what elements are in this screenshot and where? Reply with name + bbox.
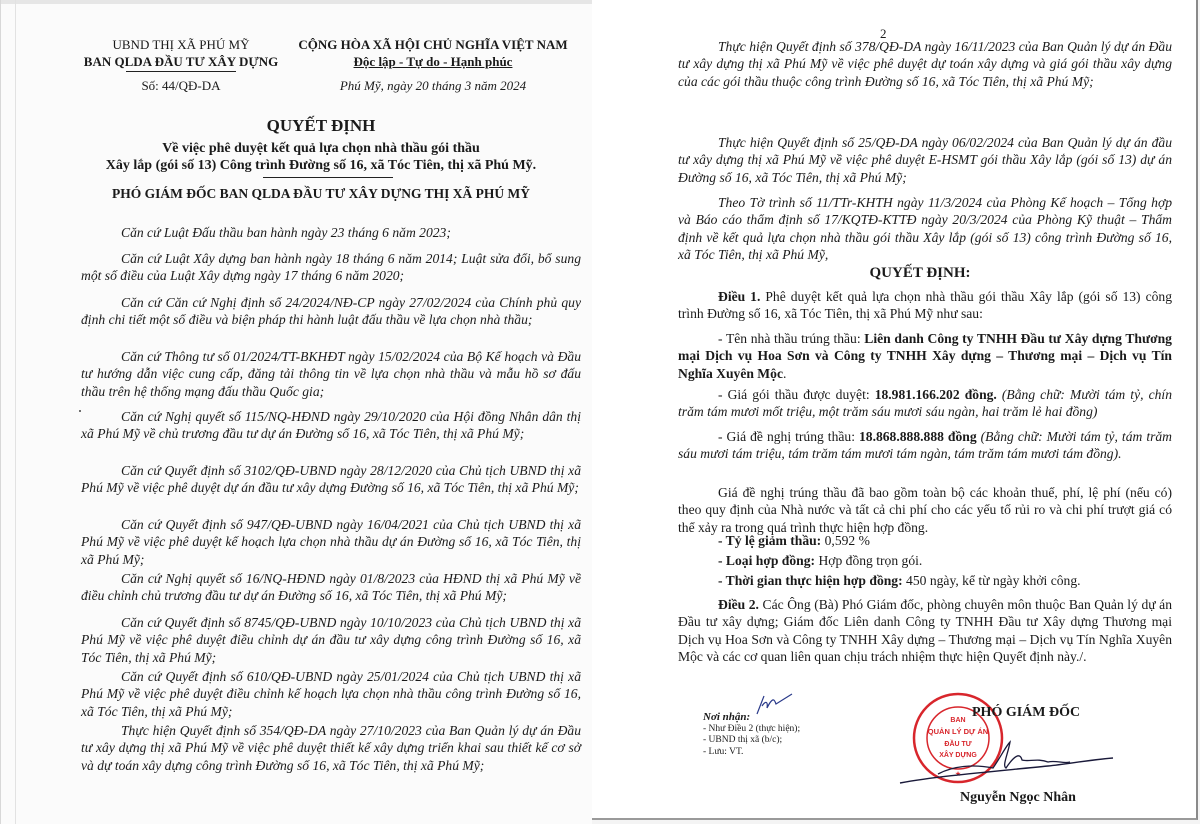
contract-type-value: Hợp đồng trọn gói.	[815, 553, 923, 568]
bid-price-label: - Giá đề nghị trúng thầu:	[718, 429, 859, 444]
page-edge-line	[15, 0, 16, 824]
article-1	[678, 288, 1172, 323]
legal-basis-paragraph: Căn cứ Luật Xây dựng ban hành ngày 18 tháng 6 năm 2014; Luật sửa đổi, bổ sung một số điều của Luật Xây dựng ngày 17 tháng 6 năm 2020;	[81, 251, 581, 284]
recipient-item: - UBND thị xã (b/c);	[703, 735, 783, 745]
national-motto: Độc lập - Tự do - Hạnh phúc	[353, 54, 513, 69]
issuing-organization	[71, 36, 291, 72]
duration-value: 450 ngày, kể từ ngày khởi công.	[902, 573, 1081, 588]
legal-basis-paragraph: Căn cứ Nghị quyết số 16/NQ-HĐND ngày 01/8/2023 của HĐND thị xã Phú Mỹ về điều chỉnh chủ trương đầu tư dự án Đường số 16, xã Tóc Tiên, thị xã Phú Mỹ;	[81, 571, 581, 604]
org-parent: UBND THỊ XÃ PHÚ MỸ	[112, 37, 250, 52]
approved-package-price	[678, 386, 1172, 421]
legal-basis-paragraph: Căn cứ Luật Đấu thầu ban hành ngày 23 tháng 6 năm 2023;	[121, 225, 451, 240]
legal-basis-paragraph: Thực hiện Quyết định số 354/QĐ-DA ngày 27/10/2023 của Ban Quản lý dự án Đầu tư xây dựng thị xã Phú Mỹ về việc phê duyệt thiết kế xây dựng triển khai sau thiết kế cơ sở và dự toán xây dựng công trình Đường số 16, xã Tóc Tiên, thị xã Phú Mỹ;	[81, 723, 581, 773]
page-number: 2	[880, 26, 887, 41]
winning-bidder: - Tên nhà thầu trúng thầu: Liên danh Công ty TNHH Đầu tư Xây dựng Thương mại Dịch vụ Hoa Sơn và Công ty TNHH Xây dựng – Thương mại – Dịch vụ Tín Nghĩa Xuyên Mộc.	[678, 331, 1172, 381]
initials-mark-icon	[754, 692, 794, 716]
price-note: Giá đề nghị trúng thầu đã bao gồm toàn bộ các khoản thuế, phí, lệ phí (nếu có) theo quy định của Nhà nước và tất cả chi phí cho các yếu tố rủi ro và chi phí trượt giá có thể xảy ra trong quá trình thực hiện hợp đồng.	[678, 485, 1172, 535]
contract-type-label: - Loại hợp đồng:	[718, 553, 816, 568]
handwritten-signature-icon	[898, 738, 1118, 788]
recipients-block	[703, 712, 800, 758]
subject-line-2: Xây lắp (gói số 13) Công trình Đường số 16, xã Tóc Tiên, thị xã Phú Mỹ.	[105, 158, 537, 173]
proposal-paragraph: Theo Tờ trình số 11/TTr-KHTH ngày 11/3/2024 của Phòng Kế hoạch – Tổng hợp và Báo cáo thẩm định số 17/KQTĐ-KTTĐ ngày 20/3/2024 của Phòng Kỹ thuật – Thẩm định về kết quả lựa chọn nhà thầu gói thầu Xây lắp (gói số 13) công trình Đường số 16, xã Tóc Tiên, thị xã Phú Mỹ,	[678, 195, 1172, 263]
document-page-1	[0, 0, 592, 824]
approved-price-words: (Bằng chữ: Mười tám tỷ, chín trăm tám mươi mốt triệu, một trăm sáu mươi sáu ngàn, hai trăm lẻ hai đồng)	[678, 387, 1172, 420]
duration-label: - Thời gian thực hiện hợp đồng:	[718, 573, 903, 588]
issuing-authority: PHÓ GIÁM ĐỐC BAN QLDA ĐẦU TƯ XÂY DỰNG THỊ XÃ PHÚ MỸ	[112, 186, 530, 201]
svg-text:ĐẦU TƯ: ĐẦU TƯ	[944, 741, 972, 748]
bid-price-value: 18.868.888.888 đồng	[858, 429, 977, 444]
winning-bid-price	[678, 428, 1172, 463]
contract-duration	[678, 572, 1172, 589]
contract-type	[678, 552, 1172, 569]
recipient-item: - Lưu: VT.	[703, 746, 744, 757]
subject-line-1: Về việc phê duyệt kết quả lựa chọn nhà thầu gói thầu	[162, 141, 480, 156]
article-2	[678, 596, 1172, 666]
legal-basis-paragraph: Căn cứ Quyết định số 3102/QĐ-UBND ngày 28/12/2020 của Chủ tịch UBND thị xã Phú Mỹ về việc phê duyệt dự án đầu tư xây dựng Đường số 16, xã Tóc Tiên, thị xã Phú Mỹ;	[81, 463, 581, 496]
article-1-text: Phê duyệt kết quả lựa chọn nhà thầu gói thầu Xây lắp (gói số 13) công trình Đường số 16, xã Tóc Tiên, thị xã Phú Mỹ như sau:	[678, 289, 1172, 322]
article-1-label: Điều 1.	[718, 289, 761, 304]
implementation-paragraph: Thực hiện Quyết định số 378/QĐ-DA ngày 16/11/2023 của Ban Quản lý dự án Đầu tư xây dựng thị xã Phú Mỹ về việc phê duyệt dự toán xây dựng và giá gói thầu xây dựng của các gói thầu thuộc công trình Đường số 16, xã Tóc Tiên, thị xã Phú Mỹ;	[678, 39, 1172, 89]
org-underline	[126, 71, 236, 72]
legal-basis-paragraph: Căn cứ Quyết định số 947/QĐ-UBND ngày 16/04/2021 của Chủ tịch UBND thị xã Phú Mỹ về việc phê duyệt kế hoạch lựa chọn nhà thầu dự án Đường số 16, xã Tóc Tiên, thị xã Phú Mỹ;	[81, 517, 581, 567]
svg-text:★: ★	[954, 771, 962, 778]
discount-label: - Tỷ lệ giảm thầu:	[718, 533, 822, 548]
org-name: BAN QLDA ĐẦU TƯ XÂY DỰNG	[83, 54, 279, 69]
signatory-title: PHÓ GIÁM ĐỐC	[972, 705, 1081, 720]
recipient-item: - Như Điều 2 (thực hiện);	[703, 723, 801, 734]
legal-basis-paragraph: Căn cứ Nghị quyết số 115/NQ-HĐND ngày 29/10/2020 của Hội đồng Nhân dân thị xã Phú Mỹ về chủ trương đầu tư dự án Đường số 16, xã Tóc Tiên, thị xã Phú Mỹ;	[81, 409, 581, 442]
approved-price-value: 18.981.166.202 đồng.	[874, 387, 997, 402]
document-subject	[61, 140, 581, 174]
decision-heading: QUYẾT ĐỊNH:	[869, 265, 971, 281]
legal-basis-paragraph: Căn cứ Căn cứ Nghị định số 24/2024/NĐ-CP ngày 27/02/2024 của Chính phủ quy định chi tiết một số điều và biện pháp thi hành luật đấu thầu về lựa chọn nhà thầu;	[81, 295, 581, 328]
legal-basis-paragraph: Căn cứ Quyết định số 610/QĐ-UBND ngày 25/01/2024 của Chủ tịch UBND thị xã Phú Mỹ về việc phê duyệt điều chỉnh kế hoạch lựa chọn nhà thầu công trình Đường số 16, xã Tóc Tiên, thị xã Phú Mỹ;	[81, 669, 581, 719]
approved-price-label: - Giá gói thầu được duyệt:	[718, 387, 875, 402]
nation-name: CỘNG HÒA XÃ HỘI CHỦ NGHĨA VIỆT NAM	[298, 37, 568, 52]
svg-text:XÂY DỰNG: XÂY DỰNG	[939, 752, 977, 759]
discount-value: 0,592 %	[821, 533, 870, 548]
recipients-title: Nơi nhận:	[703, 711, 751, 723]
place-date: Phú Mỹ, ngày 20 tháng 3 năm 2024	[339, 78, 527, 93]
implementation-paragraph: Thực hiện Quyết định số 25/QĐ-DA ngày 06/02/2024 của Ban Quản lý dự án đầu tư xây dựng thị xã Phú Mỹ về việc phê duyệt E-HSMT gói thầu Xây lắp (gói số 13) dự án Đường số 16, xã Tóc Tiên, thị xã Phú Mỹ;	[678, 135, 1172, 185]
svg-text:BAN: BAN	[950, 717, 966, 724]
signatory-name: Nguyễn Ngọc Nhân	[960, 790, 1076, 805]
article-2-text: Các Ông (Bà) Phó Giám đốc, phòng chuyên môn thuộc Ban Quản lý dự án Đầu tư xây dựng; Giám đốc Liên danh Công ty TNHH Đầu tư Xây dựng Thương mại Dịch vụ Hoa Sơn và Công ty TNHH Xây dựng – Thương mại – Dịch vụ Tín Nghĩa Xuyên Mộc và các cơ quan liên quan chịu trách nhiệm thực hiện Quyết định này./.	[678, 597, 1173, 665]
winner-label: - Tên nhà thầu trúng thầu:	[718, 331, 865, 346]
document-title: QUYẾT ĐỊNH	[266, 116, 376, 135]
svg-text:QUẢN LÝ DỰ ÁN: QUẢN LÝ DỰ ÁN	[927, 727, 989, 736]
article-2-label: Điều 2.	[718, 597, 759, 612]
discount-rate	[678, 532, 1172, 549]
winner-name: Liên danh Công ty TNHH Đầu tư Xây dựng Thương mại Dịch vụ Hoa Sơn và Công ty TNHH Xây dựng – Thương mại – Dịch vụ Tín Nghĩa Xuyên Mộc	[678, 331, 1172, 381]
bid-price-words: (Bằng chữ: Mười tám tỷ, tám trăm sáu mươi tám triệu, tám trăm tám mươi tám ngàn, tám trăm tám mươi tám đồng).	[678, 429, 1172, 462]
national-header	[283, 36, 583, 70]
legal-basis-paragraph: Căn cứ Thông tư số 01/2024/TT-BKHĐT ngày 15/02/2024 của Bộ Kế hoạch và Đầu tư hướng dẫn việc cung cấp, đăng tải thông tin về lựa chọn nhà thầu và mẫu hồ sơ đấu thầu trên hệ thống mạng đấu thầu Quốc gia;	[81, 349, 581, 399]
legal-basis-paragraph: Căn cứ Quyết định số 8745/QĐ-UBND ngày 10/10/2023 của Chủ tịch UBND thị xã Phú Mỹ về việc phê duyệt điều chỉnh dự án đầu tư xây dựng công trình Đường số 16, xã Tóc Tiên, thị xã Phú Mỹ;	[81, 615, 581, 665]
subject-underline	[263, 177, 393, 178]
document-number: Số: 44/QĐ-DA	[141, 78, 221, 93]
